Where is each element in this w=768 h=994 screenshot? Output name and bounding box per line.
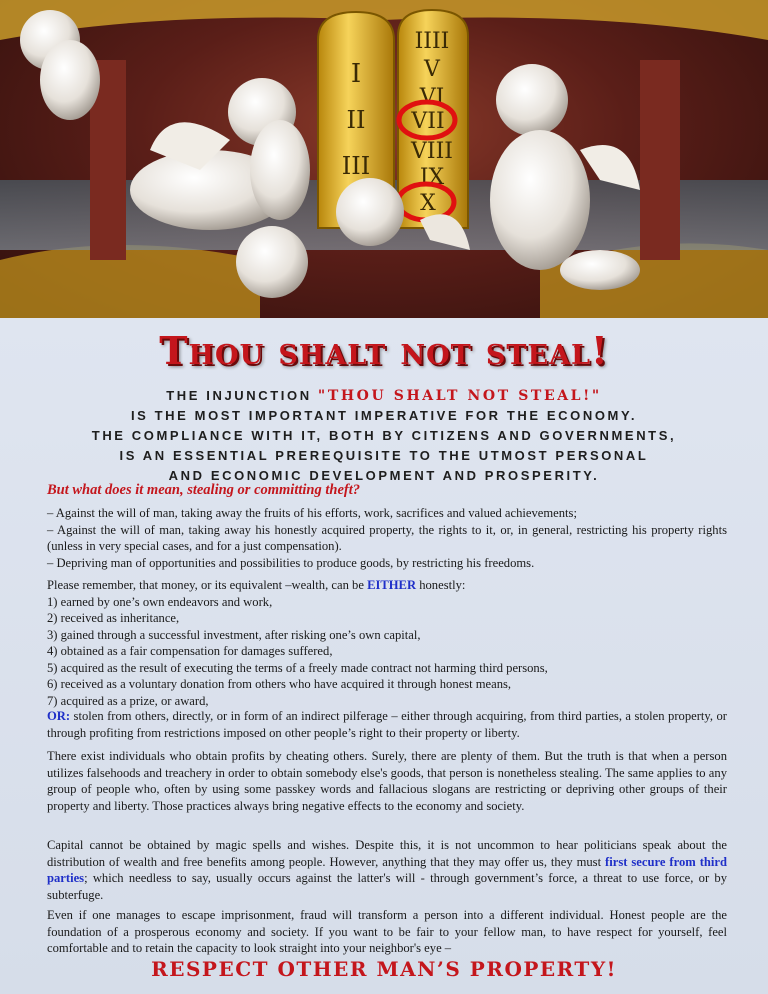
wealth-item: 6) received as a voluntary donation from others who have acquired it through honest means,	[47, 677, 512, 691]
numeral-right-10: X	[420, 191, 436, 216]
subhead-line-2: IS THE MOST IMPORTANT IMPERATIVE FOR THE ECONOMY.	[130, 408, 638, 423]
numeral-right-5: V	[424, 57, 440, 82]
page-title: Thou shalt not steal!	[159, 328, 609, 373]
wealth-intro: Please remember, that money, or its equivalent –wealth, can be EITHER honestly:	[47, 578, 466, 592]
wealth-block	[47, 577, 727, 709]
subheading	[30, 386, 738, 486]
question-heading: But what does it mean, stealing or committing theft?	[47, 482, 360, 498]
numeral-right-4: IIII	[414, 29, 450, 54]
cheating-paragraph: There exist individuals who obtain profits by cheating others. Surely, there are plenty of them. But the truth is that when a person utilizes falsehoods and treachery in order to obtain somebody else's goods, that person is nonetheless stealing. The same applies to any group of people who, often by using some passkey words and fallacious slogans are restricting or depriving other groups of their property and liberty. Those practices always bring negative effects to the economy and society.	[47, 749, 727, 813]
subhead-line-3: THE COMPLIANCE WITH IT, BOTH BY CITIZENS AND GOVERNMENTS,	[91, 428, 677, 443]
numeral-left-3: III	[341, 152, 371, 180]
definition-item: – Against the will of man, taking away his honestly acquired property, the rights to it, or, in general, restricting his property rights (unless in very special cases, and for a just compensation).	[47, 522, 727, 553]
subhead-quote: "THOU SHALT NOT STEAL!"	[317, 388, 602, 404]
wealth-item: 4) obtained as a fair compensation for damages suffered,	[47, 644, 333, 658]
numeral-left-2: II	[346, 106, 366, 134]
capital-highlight: first secure from third parties	[47, 854, 727, 885]
fraud-paragraph: Even if one manages to escape imprisonment, fraud will transform a person into a different individual. Honest people are the foundation of a prosperous economy and society. If you want to be fair to your fellow man, to have respect for yourself, feel comfortable and to retain the capacity to look straight into your neighbor's eye –	[47, 908, 727, 955]
hero-image	[0, 0, 768, 318]
wealth-item: 5) acquired as the result of executing the terms of a freely made contract not harming third persons,	[47, 660, 548, 675]
subhead-line-1: THE INJUNCTION "THOU SHALT NOT STEAL!"	[166, 388, 602, 404]
ten-commandments-sculpture	[0, 0, 768, 318]
numeral-right-9: IX	[419, 165, 445, 190]
numeral-right-8: VIII	[411, 139, 453, 164]
wealth-item: 7) acquired as a prize, or award,	[47, 693, 209, 708]
numeral-right-7: VII	[411, 109, 445, 134]
or-paragraph: OR: stolen from others, directly, or in form of an indirect pilferage – either through acquiring, from third parties, a stolen property, or through profiting from restrictions imposed on other people’s right to their property or liberty.	[47, 709, 727, 740]
definition-item: – Depriving man of opportunities and possibilities to produce goods, by restricting his freedoms.	[47, 555, 535, 570]
cherub-right	[490, 64, 640, 290]
definition-item: – Against the will of man, taking away the fruits of his efforts, work, sacrifices and valued achievements;	[47, 506, 577, 520]
definition-block	[47, 505, 727, 571]
wealth-item: 1) earned by one’s own endeavors and work,	[47, 594, 273, 609]
subhead-line-4: IS AN ESSENTIAL PREREQUISITE TO THE UTMOST PERSONAL	[119, 448, 649, 463]
cherub-left	[130, 78, 310, 230]
wealth-item: 2) received as inheritance,	[47, 611, 180, 625]
capital-paragraph: Capital cannot be obtained by magic spells and wishes. Despite this, it is not uncommon to hear politicians speak about the distribution of wealth and free benefits among people. However, anything that they may offer us, they must first secure from third parties; which needless to say, usually occurs against the latter's will - through government’s force, a threat to use force, or by subterfuge.	[47, 838, 727, 902]
numeral-right-6: VI	[419, 85, 445, 110]
wealth-item: 3) gained through a successful investment, after risking one’s own capital,	[47, 627, 421, 642]
footer-slogan: RESPECT OTHER MAN’S PROPERTY!	[151, 957, 617, 981]
subhead-line-5: AND ECONOMIC DEVELOPMENT AND PROSPERITY.	[168, 468, 600, 483]
numeral-left-1: I	[350, 59, 362, 89]
